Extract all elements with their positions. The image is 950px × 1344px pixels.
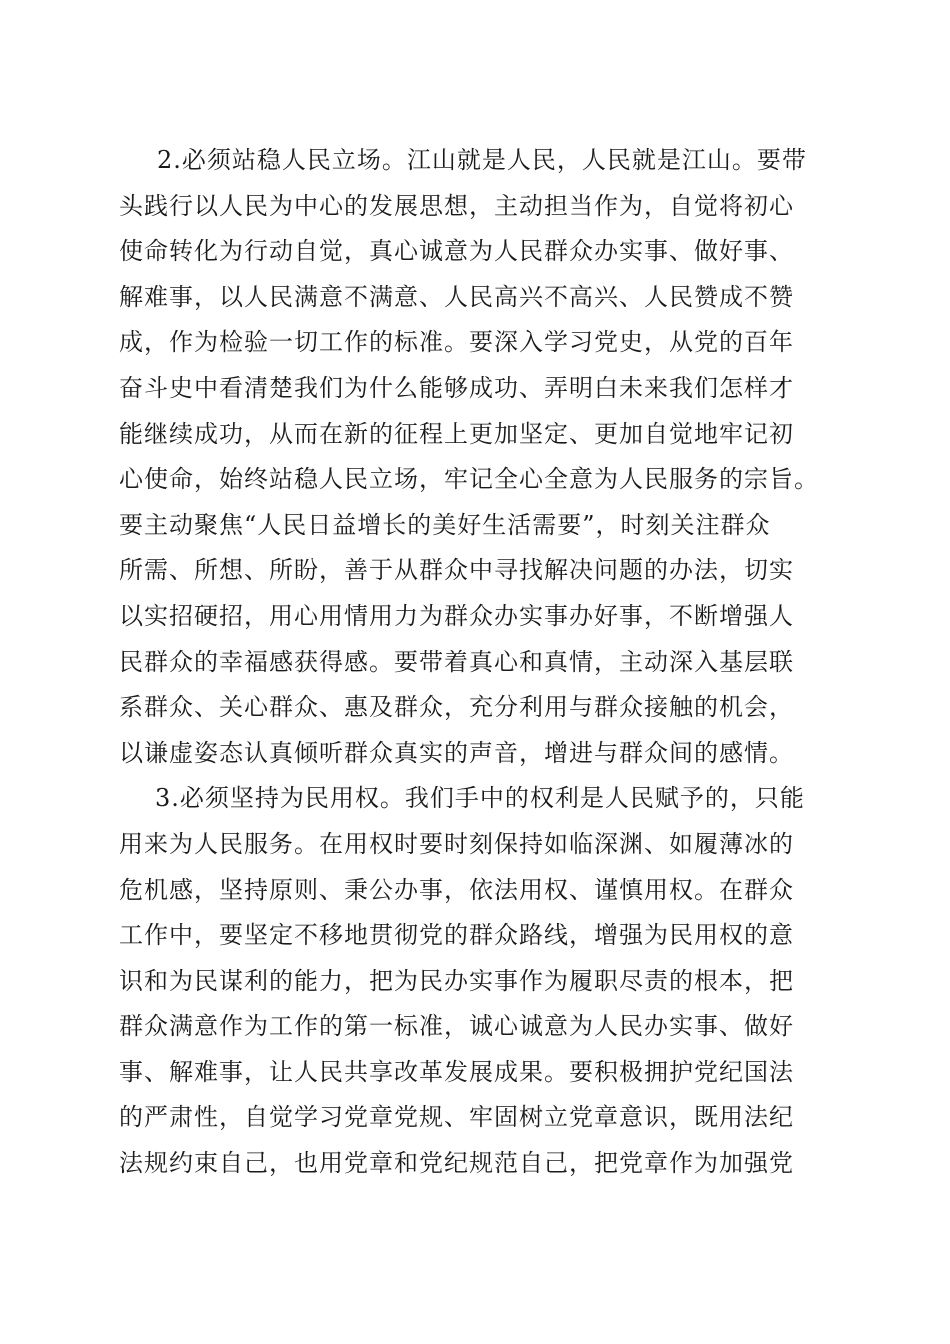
- paragraph-line: 用来为人民服务。在用权时要时刻保持如临深渊、如履薄冰的: [119, 829, 794, 858]
- paragraph-line: 工作中，要坚定不移地贯彻党的群众路线，增强为民用权的意: [119, 921, 794, 950]
- paragraph-line: 以实招硬招，用心用情用力为群众办实事办好事，不断增强人: [119, 601, 794, 630]
- paragraph-line: 奋斗史中看清楚我们为什么能够成功、弄明白未来我们怎样才: [119, 373, 794, 402]
- paragraph-line: 以谦虚姿态认真倾听群众真实的声音，增进与群众间的感情。: [119, 738, 794, 767]
- paragraph-line: 群众满意作为工作的第一标准，诚心诚意为人民办实事、做好: [119, 1012, 794, 1041]
- paragraph-line: 要主动聚焦“人民日益增长的美好生活需要”，时刻关注群众: [119, 510, 771, 539]
- document-body: [119, 138, 831, 1187]
- paragraph-line: 成，作为检验一切工作的标准。要深入学习党史，从党的百年: [119, 328, 794, 357]
- paragraph-line: 事、解难事，让人民共享改革发展成果。要积极拥护党纪国法: [119, 1057, 794, 1086]
- paragraph-2: [119, 138, 831, 776]
- paragraph-line: 2.必须站稳人民立场。江山就是人民，人民就是江山。要带: [157, 146, 807, 174]
- paragraph-line: 能继续成功，从而在新的征程上更加坚定、更加自觉地牢记初: [119, 419, 794, 448]
- paragraph-line: 心使命，始终站稳人民立场，牢记全心全意为人民服务的宗旨。: [119, 465, 819, 494]
- paragraph-line: 民群众的幸福感获得感。要带着真心和真情，主动深入基层联: [119, 647, 794, 676]
- paragraph-line: 危机感，坚持原则、秉公办事，依法用权、谨慎用权。在群众: [119, 875, 794, 904]
- paragraph-line: 头践行以人民为中心的发展思想，主动担当作为，自觉将初心: [119, 191, 794, 220]
- paragraph-line: 法规约束自己，也用党章和党纪规范自己，把党章作为加强党: [119, 1149, 794, 1178]
- paragraph-line: 3.必须坚持为民用权。我们手中的权利是人民赋予的，只能: [155, 784, 805, 813]
- paragraph-line: 系群众、关心群众、惠及群众，充分利用与群众接触的机会，: [119, 693, 794, 722]
- paragraph-line: 所需、所想、所盼，善于从群众中寻找解决问题的办法，切实: [119, 556, 794, 585]
- paragraph-line: 的严肃性，自觉学习党章党规、牢固树立党章意识，既用法纪: [119, 1103, 794, 1132]
- paragraph-line: 解难事，以人民满意不满意、人民高兴不高兴、人民赞成不赞: [119, 282, 794, 311]
- paragraph-3: [119, 776, 831, 1186]
- paragraph-line: 识和为民谋利的能力，把为民办实事作为履职尽责的根本，把: [119, 966, 794, 995]
- paragraph-line: 使命转化为行动自觉，真心诚意为人民群众办实事、做好事、: [119, 237, 794, 266]
